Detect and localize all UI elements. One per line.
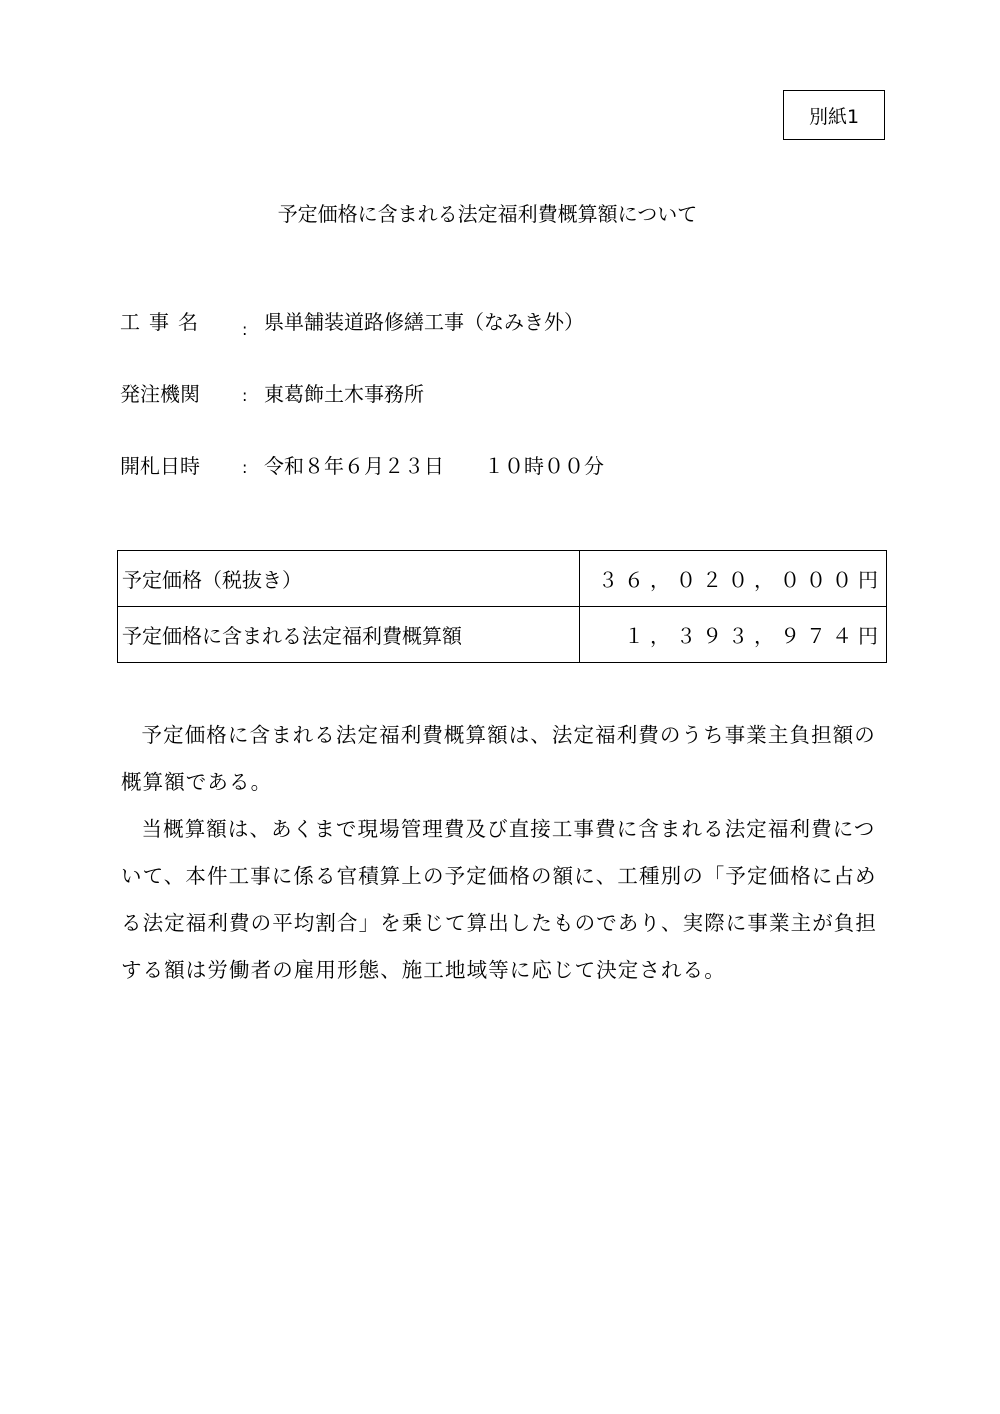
table-row: [118, 551, 887, 607]
bid-opening-label: 開札日時: [120, 454, 200, 478]
ordering-agency-label: 発注機関: [120, 382, 200, 406]
welfare-cost-label: 予定価格に含まれる法定福利費概算額: [118, 607, 580, 663]
attachment-label: [783, 90, 885, 140]
bid-opening-value: 令和８年６月２３日 １０時００分: [264, 454, 604, 478]
planned-price-value: ３６，０２０，０００円: [580, 551, 887, 607]
construction-name-separator: :: [242, 320, 248, 339]
explanation-text: [121, 712, 887, 994]
ordering-agency-row: [120, 378, 424, 407]
attachment-label-text: 別紙1: [808, 105, 860, 128]
ordering-agency-value: 東葛飾土木事務所: [264, 382, 424, 406]
construction-name-value: 県単舗装道路修繕工事（なみき外）: [264, 310, 584, 334]
paragraph-calculation: 当概算額は、あくまで現場管理費及び直接工事費に含まれる法定福利費について、本件工事に係る官積算上の予定価格の額に、工種別の「予定価格に占める法定福利費の平均割合」を乗じて算出したものであり、実際に事業主が負担する額は労働者の雇用形態、施工地域等に応じて決定される。: [121, 817, 877, 982]
construction-name-label: 工事名: [120, 310, 207, 334]
ordering-agency-separator: :: [242, 386, 248, 405]
paragraph-definition: 予定価格に含まれる法定福利費概算額は、法定福利費のうち事業主負担額の概算額である。: [121, 723, 876, 794]
construction-name-row: [120, 306, 584, 339]
planned-price-label: 予定価格（税抜き）: [118, 551, 580, 607]
price-table: [117, 550, 887, 663]
bid-opening-separator: :: [242, 458, 248, 477]
table-row: [118, 607, 887, 663]
document-title: 予定価格に含まれる法定福利費概算額について: [277, 202, 698, 226]
bid-opening-row: [120, 450, 604, 479]
welfare-cost-value: １，３９３，９７４円: [580, 607, 887, 663]
